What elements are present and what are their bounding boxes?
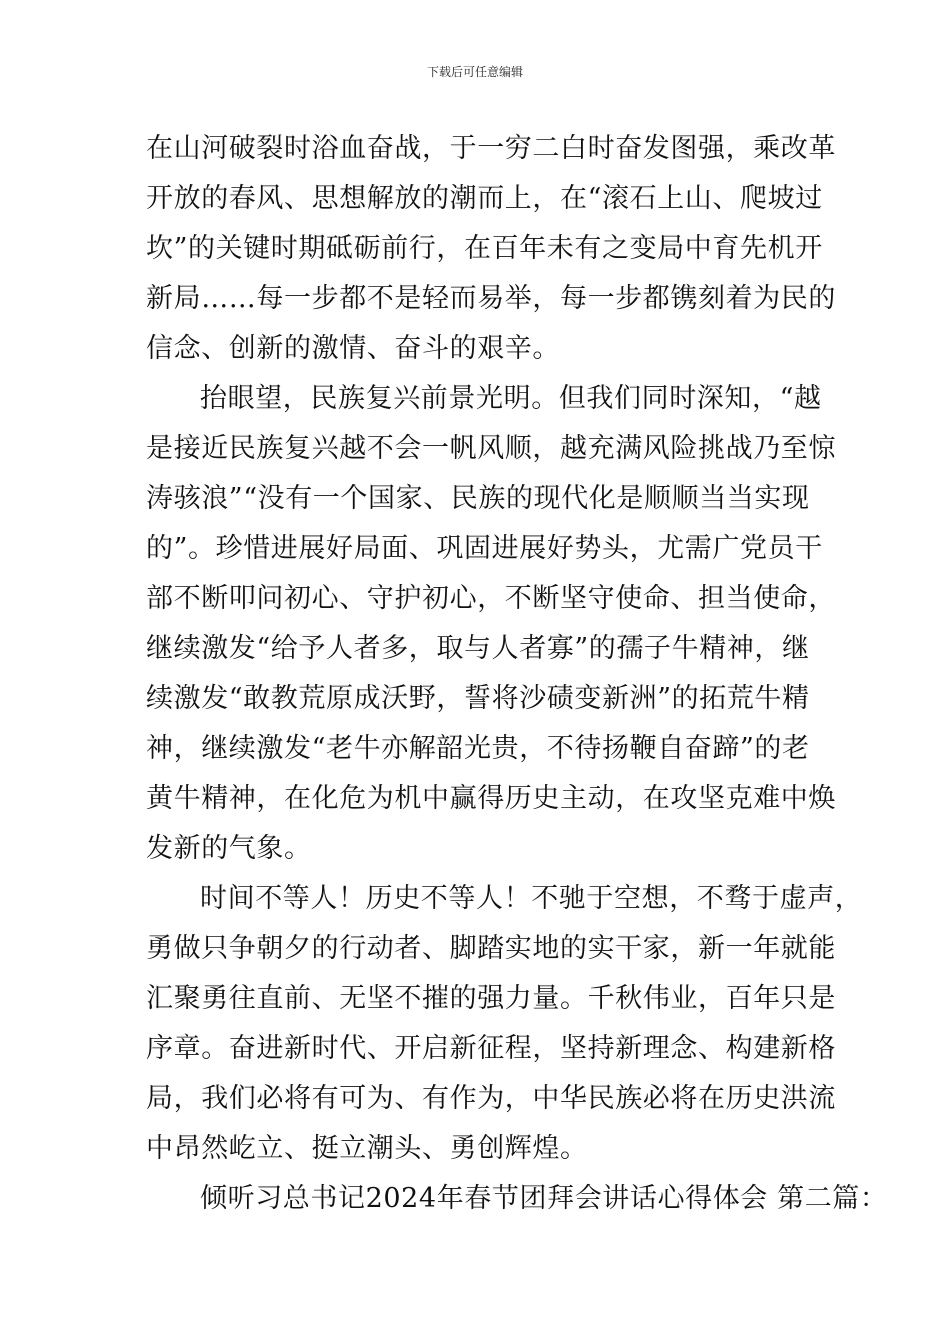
text-line: 是接近民族复兴越不会一帆风顺，越充满风险挑战乃至惊 [146,433,836,464]
page-header-note: 下载后可任意编辑 [426,65,523,79]
text-line: 勇做只争朝夕的行动者、脚踏实地的实干家，新一年就能 [146,933,836,964]
text-line: 中昂然屹立、挺立潮头、勇创辉煌。 [146,1133,588,1164]
section-heading-line: 倾听习总书记2024年春节团拜会讲话心得体会 第二篇： [200,1183,888,1214]
paragraph-start-line: 抬眼望，民族复兴前景光明。但我们同时深知，“越 [200,383,822,414]
paragraph-start-line: 时间不等人！历史不等人！不驰于空想，不骛于虚声， [200,883,863,914]
text-line: 汇聚勇往直前、无坚不摧的强力量。千秋伟业，百年只是 [146,983,836,1014]
text-line: 的”。珍惜进展好局面、巩固进展好势头，尤需广党员干 [146,533,823,564]
text-line: 黄牛精神，在化危为机中赢得历史主动，在攻坚克难中焕 [146,783,836,814]
text-line: 局，我们必将有可为、有作为，中华民族必将在历史洪流 [146,1083,836,1114]
text-line: 发新的气象。 [146,833,312,864]
text-line: 新局……每一步都不是轻而易举，每一步都镌刻着为民的 [146,283,836,314]
text-line: 在山河破裂时浴血奋战，于一穷二白时奋发图强，乘改革 [146,133,836,164]
text-line: 神，继续激发“老牛亦解韶光贵，不待扬鞭自奋蹄”的老 [146,733,810,764]
text-line: 部不断叩问初心、守护初心，不断坚守使命、担当使命， [146,583,836,614]
text-line: 序章。奋进新时代、开启新征程，坚持新理念、构建新格 [146,1033,836,1064]
text-line: 续激发“敢教荒原成沃野，誓将沙碛变新洲”的拓荒牛精 [146,683,810,714]
text-line: 继续激发“给予人者多，取与人者寡”的孺子牛精神，继 [146,633,810,664]
document-body [146,124,888,1224]
text-line: 坎”的关键时期砥砺前行，在百年未有之变局中育先机开 [146,233,823,264]
text-line: 信念、创新的激情、奋斗的艰辛。 [146,333,560,364]
text-line: 涛骇浪”“没有一个国家、民族的现代化是顺顺当当实现 [146,483,810,514]
text-line: 开放的春风、思想解放的潮而上，在“滚石上山、爬坡过 [146,183,823,214]
